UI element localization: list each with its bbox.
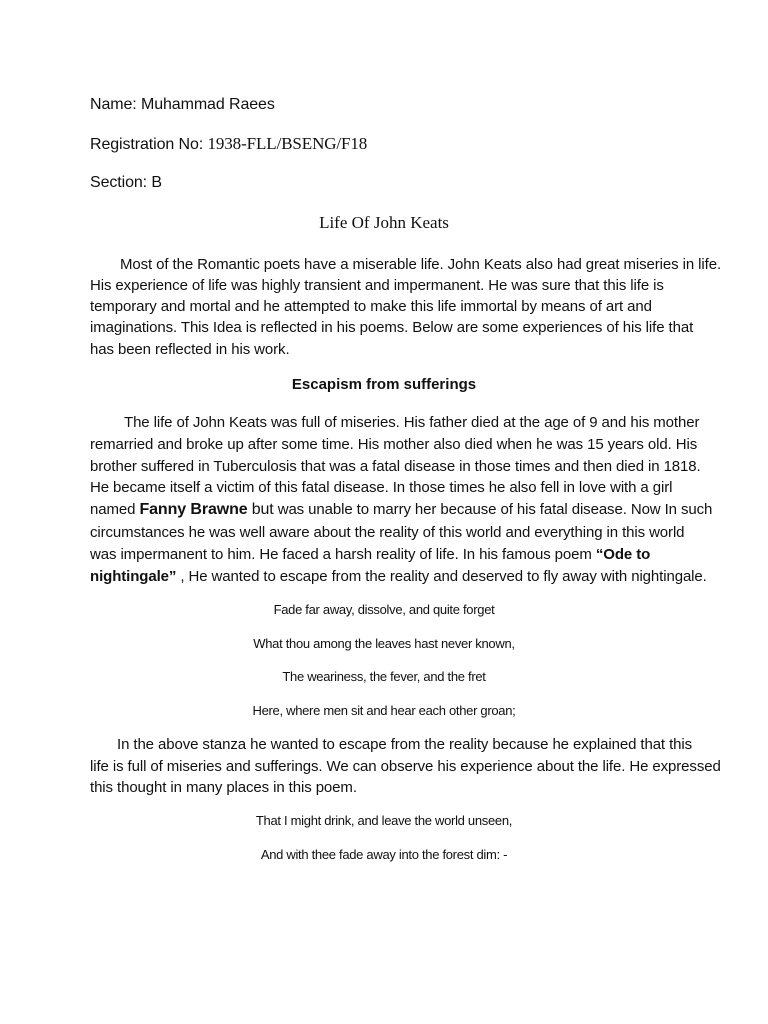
student-name: Name: Muhammad Raees xyxy=(90,96,275,113)
body-text: , He wanted to escape from the reality and deserved to fly away with nightingale. xyxy=(176,568,707,585)
intro-line: Most of the Romantic poets have a miserable life. John Keats also had great miseries in life. xyxy=(120,256,722,273)
body-line: remarried and broke up after some time. His mother also died when he was 15 years old. His xyxy=(90,436,698,453)
body-line: He became itself a victim of this fatal disease. In those times he also fell in love with a girl xyxy=(90,479,673,496)
poem-title-part2: nightingale” xyxy=(90,568,177,585)
intro-line: temporary and mortal and he attempted to make this life immortal by means of art and xyxy=(90,298,652,315)
body-line xyxy=(90,545,650,565)
body-line: circumstances he was well aware about the reality of this world and everything in this world xyxy=(90,524,685,541)
section-heading: Escapism from sufferings xyxy=(291,376,477,393)
after-line: life is full of miseries and sufferings. We can observe his experience about the life. He expressed xyxy=(90,758,721,775)
registration-value: 1938-FLL/BSENG/F18 xyxy=(207,134,368,153)
after-line: In the above stanza he wanted to escape from the reality because he explained that this xyxy=(117,736,693,753)
but-word: but xyxy=(251,501,274,518)
fanny-brawne-name: Fanny Brawne xyxy=(139,501,248,518)
registration-label: Registration No: xyxy=(90,136,204,153)
verse-line: What thou among the leaves hast never known, xyxy=(253,636,515,651)
verse-line: Here, where men sit and hear each other groan; xyxy=(252,703,516,718)
verse-line: The weariness, the fever, and the fret xyxy=(282,669,486,684)
page-title: Life Of John Keats xyxy=(319,213,449,232)
intro-line: has been reflected in his work. xyxy=(90,341,290,358)
body-line: The life of John Keats was full of miseries. His father died at the age of 9 and his mother xyxy=(124,414,700,431)
body-text: was impermanent to him. He faced a harsh reality of life. In his famous poem xyxy=(90,546,596,563)
body-line: brother suffered in Tuberculosis that was a fatal disease in those times and then died in 1818. xyxy=(90,458,701,475)
verse-line: That I might drink, and leave the world unseen, xyxy=(255,813,513,828)
intro-line: His experience of life was highly transient and impermanent. He was sure that this life is xyxy=(90,277,664,294)
verse-line: Fade far away, dissolve, and quite forget xyxy=(273,602,495,617)
registration-line xyxy=(90,133,367,156)
body-text: named xyxy=(90,501,140,518)
body-text: was unable to marry her because of his fatal disease. Now In such xyxy=(273,501,713,518)
poem-title-part1: “Ode to xyxy=(595,546,651,563)
verse-line: And with thee fade away into the forest dim: - xyxy=(260,847,508,862)
section-line: Section: B xyxy=(90,174,162,191)
body-line xyxy=(90,500,712,520)
after-line: this thought in many places in this poem. xyxy=(90,779,357,796)
body-line xyxy=(90,567,707,587)
intro-line: imaginations. This Idea is reflected in his poems. Below are some experiences of his life that xyxy=(90,319,694,336)
